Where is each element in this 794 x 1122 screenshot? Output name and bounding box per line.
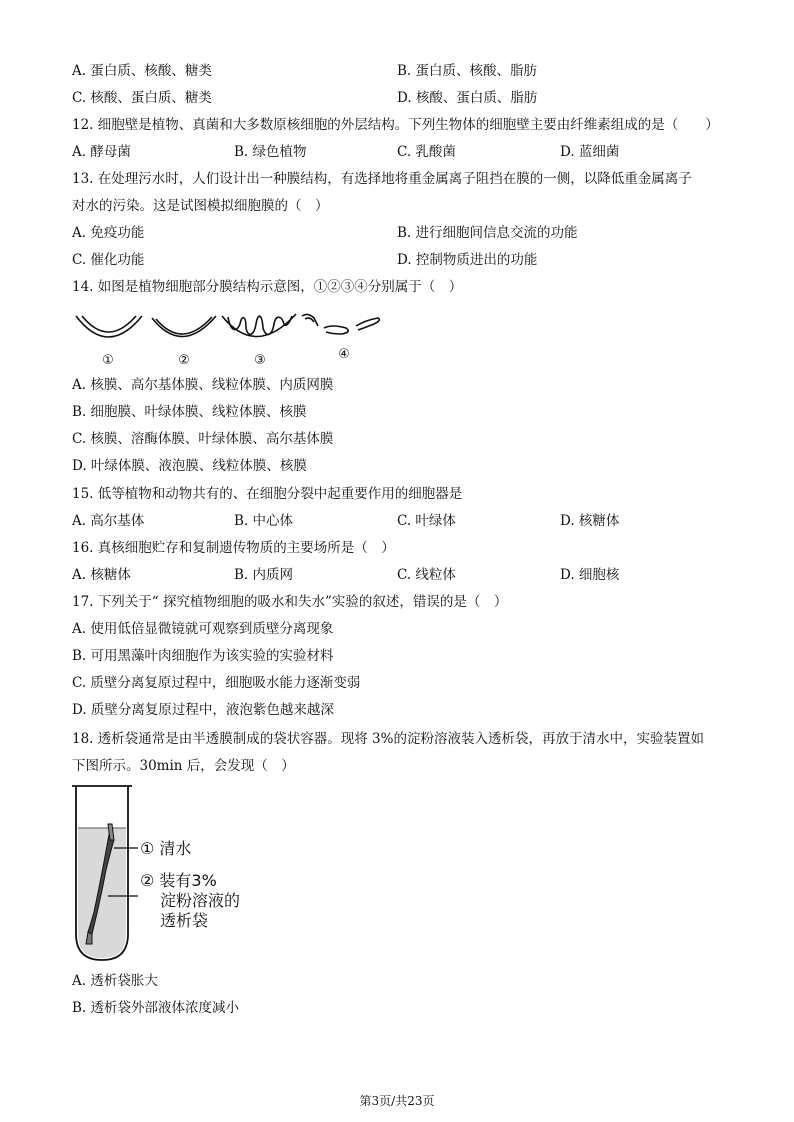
- fig-label-bag-line3: 透析袋: [160, 911, 209, 930]
- q13-stem-line2: 对水的污染。这是试图模拟细胞膜的（ ）: [72, 198, 329, 214]
- figure-label-1: ①: [102, 353, 114, 368]
- fig-label-bag-line1: ② 装有3%: [140, 871, 217, 890]
- q13-option-c: C. 催化功能: [72, 252, 145, 268]
- figure-label-3: ③: [254, 353, 266, 368]
- q15-option-b: B. 中心体: [234, 513, 294, 529]
- membrane-structures-figure: [70, 306, 390, 368]
- q13-option-d: D. 控制物质进出的功能: [397, 252, 538, 268]
- q14-option-b: B. 细胞膜、叶绿体膜、线粒体膜、核膜: [72, 404, 307, 420]
- figure-label-4: ④: [338, 347, 350, 362]
- q17-option-d: D. 质壁分离复原过程中，液泡紫色越来越深: [72, 702, 334, 718]
- q13-option-a: A. 免疫功能: [72, 225, 145, 241]
- q18-stem-line1: 18. 透析袋通常是由半透膜制成的袋状容器。现将 3%的淀粉溶液装入透析袋，再放于清水中，实验装置如: [72, 731, 704, 747]
- q12-option-c: C. 乳酸菌: [397, 144, 456, 160]
- q12-option-d: D. 蓝细菌: [560, 144, 620, 160]
- q16-option-b: B. 内质网: [234, 567, 294, 583]
- q14-option-a: A. 核膜、高尔基体膜、线粒体膜、内质网膜: [72, 377, 334, 393]
- q12-option-b: B. 绿色植物: [234, 144, 307, 160]
- q14-option-c: C. 核膜、溶酶体膜、叶绿体膜、高尔基体膜: [72, 431, 334, 447]
- q17-option-a: A. 使用低倍显微镜就可观察到质壁分离现象: [72, 621, 334, 637]
- fig-label-bag-line2: 淀粉溶液的: [160, 891, 241, 910]
- q11-option-d: D. 核酸、蛋白质、脂肪: [397, 90, 538, 106]
- q15-stem: 15. 低等植物和动物共有的、在细胞分裂中起重要作用的细胞器是: [72, 486, 463, 502]
- q16-option-a: A. 核糖体: [72, 567, 131, 583]
- q16-stem: 16. 真核细胞贮存和复制遗传物质的主要场所是（ ）: [72, 540, 395, 556]
- dialysis-bag-figure: [68, 784, 268, 964]
- q15-option-d: D. 核糖体: [560, 513, 620, 529]
- q11-option-a: A. 蛋白质、核酸、糖类: [72, 63, 212, 79]
- q11-option-c: C. 核酸、蛋白质、糖类: [72, 90, 212, 106]
- q14-stem: 14. 如图是植物细胞部分膜结构示意图，①②③④分别属于（ ）: [72, 279, 463, 295]
- q16-option-d: D. 细胞核: [560, 567, 620, 583]
- q18-option-a: A. 透析袋胀大: [72, 973, 158, 989]
- q18-stem-line2: 下图所示。30min 后，会发现（ ）: [72, 758, 295, 774]
- q17-option-b: B. 可用黑藻叶肉细胞作为该实验的实验材料: [72, 648, 334, 664]
- page-number: 第3页/共23页: [359, 1094, 435, 1108]
- q11-option-b: B. 蛋白质、核酸、脂肪: [397, 63, 538, 79]
- q13-option-b: B. 进行细胞间信息交流的功能: [397, 225, 578, 241]
- fig-label-water: ① 清水: [140, 839, 192, 858]
- q17-stem: 17. 下列关于“ 探究植物细胞的吸水和失水”实验的叙述，错误的是（ ）: [72, 594, 508, 610]
- q13-stem-line1: 13. 在处理污水时，人们设计出一种膜结构，有选择地将重金属离子阻挡在膜的一侧，以降低重金属离子: [72, 171, 692, 187]
- q12-option-a: A. 酵母菌: [72, 144, 131, 160]
- q12-stem: 12. 细胞壁是植物、真菌和大多数原核细胞的外层结构。下列生物体的细胞壁主要由纤维素组成的是（ ）: [72, 117, 719, 133]
- q16-option-c: C. 线粒体: [397, 567, 456, 583]
- q18-option-b: B. 透析袋外部液体浓度减小: [72, 1000, 240, 1016]
- q14-option-d: D. 叶绿体膜、液泡膜、线粒体膜、核膜: [72, 458, 307, 474]
- q15-option-c: C. 叶绿体: [397, 513, 456, 529]
- figure-label-2: ②: [178, 353, 190, 368]
- q15-option-a: A. 高尔基体: [72, 513, 145, 529]
- q17-option-c: C. 质壁分离复原过程中，细胞吸水能力逐渐变弱: [72, 675, 361, 691]
